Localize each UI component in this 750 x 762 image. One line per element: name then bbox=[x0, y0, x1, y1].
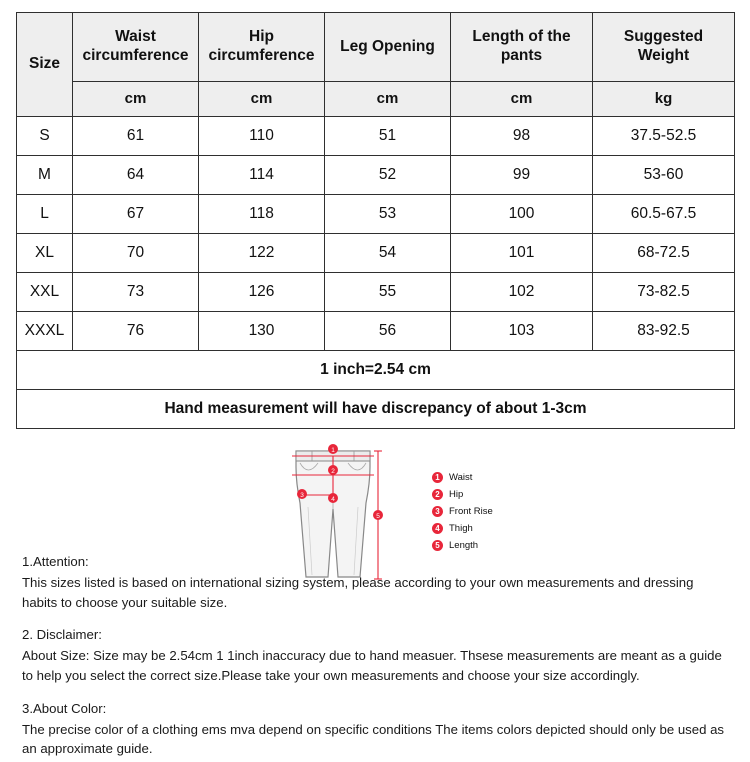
table-header bbox=[17, 13, 735, 117]
cell-leg-opening: 55 bbox=[325, 273, 451, 312]
cell-length: 99 bbox=[451, 156, 593, 195]
size-chart-page bbox=[0, 12, 750, 762]
table-row bbox=[17, 195, 735, 234]
cell-length: 101 bbox=[451, 234, 593, 273]
column-header-waist: Waist circumference bbox=[73, 13, 199, 82]
about-color-heading: 3.About Color: bbox=[22, 700, 107, 716]
cell-length: 103 bbox=[451, 312, 593, 351]
cell-waist: 73 bbox=[73, 273, 199, 312]
cell-weight: 60.5-67.5 bbox=[593, 195, 735, 234]
column-header-weight: Suggested Weight bbox=[593, 13, 735, 82]
footnote-hand-measurement: Hand measurement will have discrepancy of about 1-3cm bbox=[17, 390, 735, 429]
marker-front-rise bbox=[297, 489, 307, 499]
number-badge-icon: 4 bbox=[432, 523, 443, 534]
cell-length: 100 bbox=[451, 195, 593, 234]
diagram-legend bbox=[432, 469, 592, 554]
svg-text:4: 4 bbox=[331, 496, 335, 503]
disclaimer-body: About Size: Size may be 2.54cm 1 1inch inaccuracy due to hand measuer. Thsese measurements are meant as a guide to help you select the correct size.Please take your own measurements and choose your size accordingly. bbox=[22, 648, 722, 683]
disclaimer-heading: 2. Disclaimer: bbox=[22, 627, 102, 643]
legend-label: Thigh bbox=[449, 522, 473, 534]
cell-size: XXXL bbox=[17, 312, 73, 351]
table-row bbox=[17, 117, 735, 156]
cell-size: S bbox=[17, 117, 73, 156]
number-badge-icon: 1 bbox=[432, 472, 443, 483]
cell-leg-opening: 51 bbox=[325, 117, 451, 156]
header-row bbox=[17, 13, 735, 82]
unit-weight: kg bbox=[593, 82, 735, 117]
size-table bbox=[16, 12, 735, 429]
cell-hip: 122 bbox=[199, 234, 325, 273]
cell-leg-opening: 54 bbox=[325, 234, 451, 273]
svg-text:1: 1 bbox=[331, 447, 335, 454]
number-badge-icon: 5 bbox=[432, 540, 443, 551]
cell-weight: 53-60 bbox=[593, 156, 735, 195]
cell-leg-opening: 52 bbox=[325, 156, 451, 195]
svg-text:2: 2 bbox=[331, 468, 335, 475]
column-header-length: Length of the pants bbox=[451, 13, 593, 82]
cell-size: XL bbox=[17, 234, 73, 273]
cell-hip: 126 bbox=[199, 273, 325, 312]
cell-waist: 76 bbox=[73, 312, 199, 351]
marker-thigh bbox=[328, 493, 338, 503]
cell-weight: 83-92.5 bbox=[593, 312, 735, 351]
legend-item-thigh bbox=[432, 520, 592, 536]
about-color-body: The precise color of a clothing ems mva depend on specific conditions The items colors depicted should only be used as an approximate guide. bbox=[22, 721, 725, 757]
cell-hip: 118 bbox=[199, 195, 325, 234]
column-header-leg-opening: Leg Opening bbox=[325, 13, 451, 82]
cell-length: 102 bbox=[451, 273, 593, 312]
unit-hip: cm bbox=[199, 82, 325, 117]
legend-item-hip bbox=[432, 486, 592, 502]
cell-waist: 67 bbox=[73, 195, 199, 234]
cell-hip: 130 bbox=[199, 312, 325, 351]
cell-leg-opening: 53 bbox=[325, 195, 451, 234]
cell-size: XXL bbox=[17, 273, 73, 312]
cell-hip: 110 bbox=[199, 117, 325, 156]
svg-text:5: 5 bbox=[376, 513, 380, 520]
cell-leg-opening: 56 bbox=[325, 312, 451, 351]
legend-label: Waist bbox=[449, 471, 473, 483]
column-header-hip: Hip circumference bbox=[199, 13, 325, 82]
legend-item-front-rise bbox=[432, 503, 592, 519]
cell-weight: 68-72.5 bbox=[593, 234, 735, 273]
unit-length: cm bbox=[451, 82, 593, 117]
number-badge-icon: 3 bbox=[432, 506, 443, 517]
cell-hip: 114 bbox=[199, 156, 325, 195]
attention-body: This sizes listed is based on international sizing system, please according to your own measurements and dressing habits to choose your suitable size. bbox=[22, 574, 694, 610]
marker-length bbox=[373, 510, 383, 520]
attention-heading: 1.Attention: bbox=[22, 554, 89, 569]
table-row bbox=[17, 234, 735, 273]
cell-weight: 37.5-52.5 bbox=[593, 117, 735, 156]
table-footnote-row bbox=[17, 351, 735, 390]
cell-size: M bbox=[17, 156, 73, 195]
cell-length: 98 bbox=[451, 117, 593, 156]
column-header-size: Size bbox=[17, 13, 73, 117]
table-row bbox=[17, 312, 735, 351]
unit-waist: cm bbox=[73, 82, 199, 117]
table-row bbox=[17, 273, 735, 312]
number-badge-icon: 2 bbox=[432, 489, 443, 500]
legend-item-waist bbox=[432, 469, 592, 485]
footnote-inch-conversion: 1 inch=2.54 cm bbox=[17, 351, 735, 390]
cell-waist: 64 bbox=[73, 156, 199, 195]
cell-waist: 61 bbox=[73, 117, 199, 156]
table-body bbox=[17, 117, 735, 429]
table-footnote-row bbox=[17, 390, 735, 429]
legend-label: Length bbox=[449, 539, 479, 551]
cell-weight: 73-82.5 bbox=[593, 273, 735, 312]
unit-row bbox=[17, 82, 735, 117]
marker-hip bbox=[328, 465, 338, 475]
legend-item-length bbox=[432, 537, 592, 553]
legend-label: Front Rise bbox=[449, 505, 493, 517]
notes-section bbox=[22, 552, 728, 759]
unit-leg-opening: cm bbox=[325, 82, 451, 117]
cell-size: L bbox=[17, 195, 73, 234]
svg-text:3: 3 bbox=[300, 492, 304, 499]
table-row bbox=[17, 156, 735, 195]
legend-label: Hip bbox=[449, 488, 464, 500]
cell-waist: 70 bbox=[73, 234, 199, 273]
marker-waist bbox=[328, 444, 338, 454]
